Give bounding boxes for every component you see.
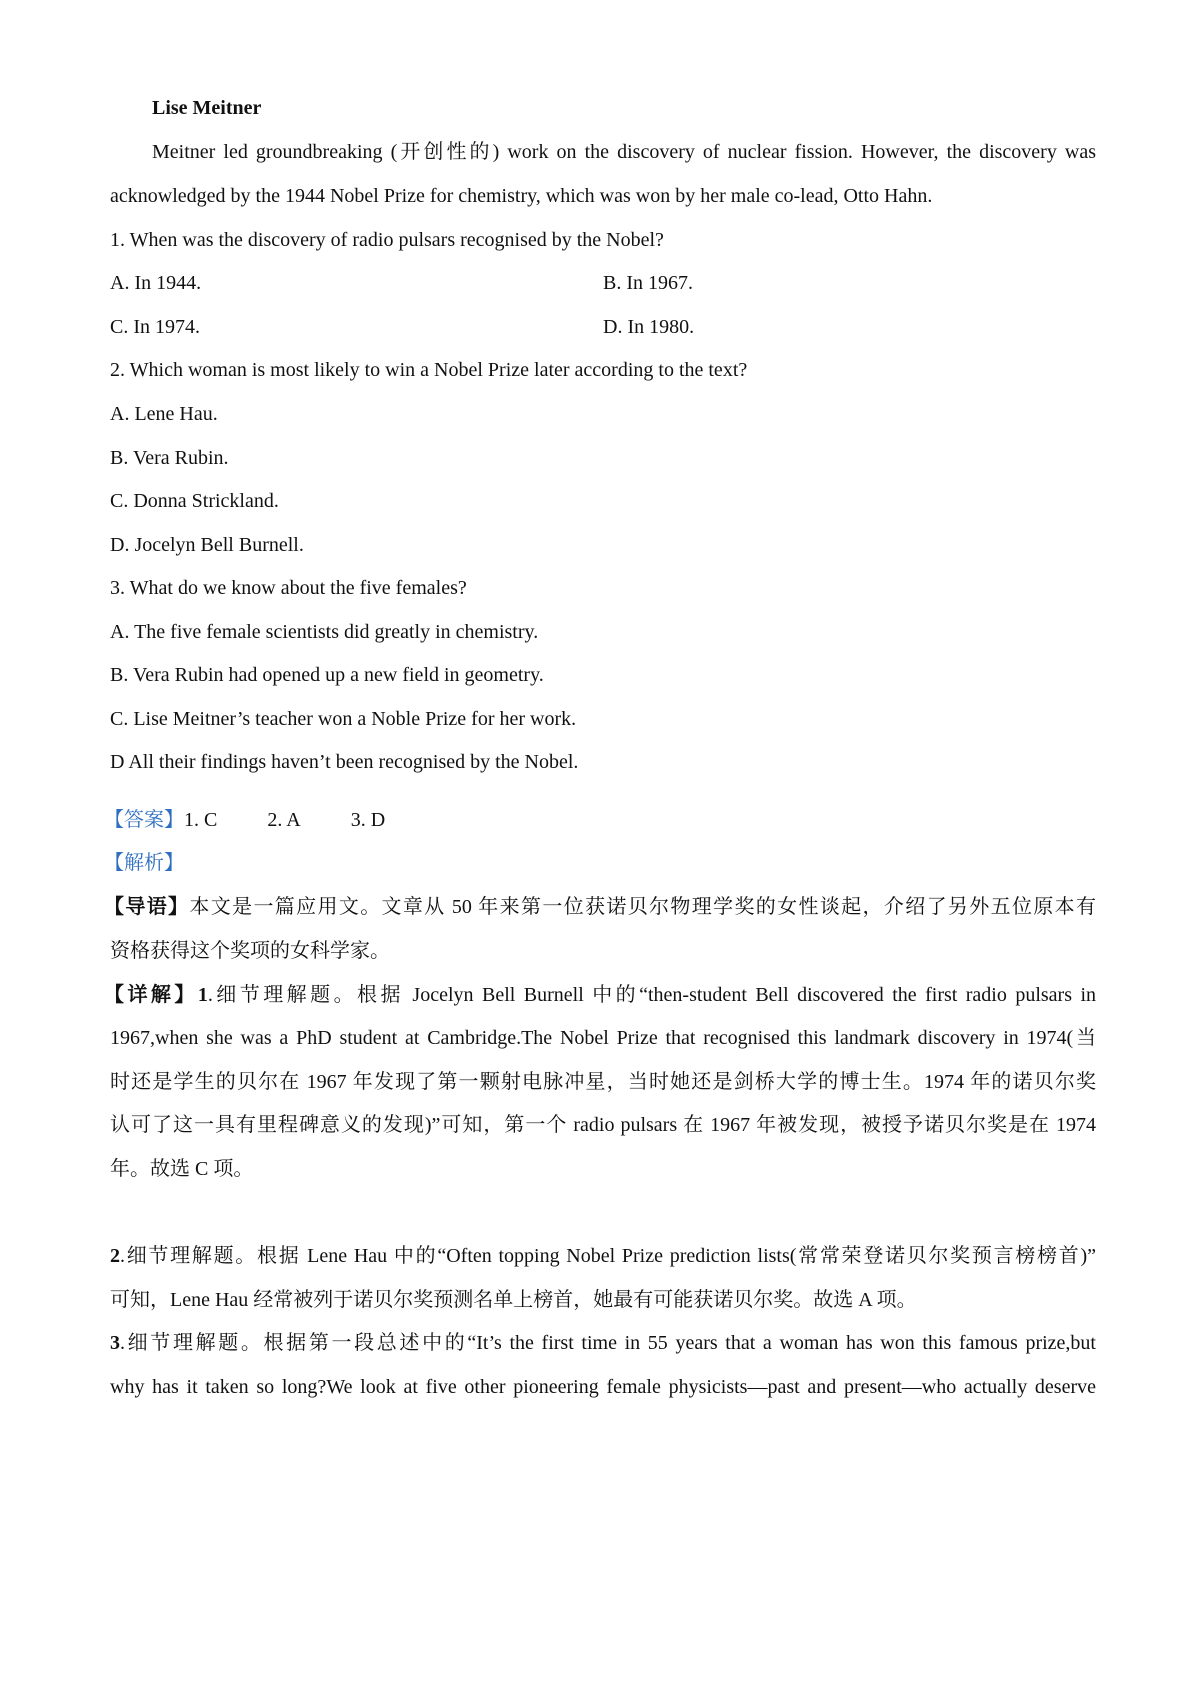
detail-2-text-1: .细节理解题。根据 Lene Hau 中的“Often topping Nobel Prize prediction lists(常常荣登诺贝尔奖预言榜榜首)”: [120, 1245, 1096, 1267]
section-title: Lise Meitner: [152, 97, 262, 119]
question-2-option-d: D. Jocelyn Bell Burnell.: [110, 534, 304, 556]
question-3-option-c: C. Lise Meitner’s teacher won a Noble Prize for her work.: [110, 708, 577, 730]
answer-3: 3. D: [350, 809, 386, 831]
question-1-option-d: D. In 1980.: [603, 316, 695, 338]
detail-3-text-1: .细节理解题。根据第一段总述中的“It’s the first time in 55 years that a woman has won this famous prize,but: [120, 1332, 1096, 1354]
question-3-option-d: D All their findings haven’t been recognised by the Nobel.: [110, 751, 579, 773]
guide-line-1: [104, 895, 1096, 919]
question-3-stem: 3. What do we know about the five females?: [110, 577, 467, 599]
question-2-option-a: A. Lene Hau.: [110, 403, 218, 425]
detail-3-number: 3: [110, 1332, 120, 1354]
answer-label: 【答案】: [104, 809, 184, 831]
paragraph-line-1: Meitner led groundbreaking (开创性的) work on the discovery of nuclear fission. However, the discovery was: [152, 141, 1096, 163]
question-2-option-b: B. Vera Rubin.: [110, 447, 229, 469]
detail-label: 【详解】: [104, 984, 198, 1006]
question-1-stem: 1. When was the discovery of radio pulsars recognised by the Nobel?: [110, 229, 664, 251]
detail-2-number: 2: [110, 1245, 120, 1267]
detail-3-line-2: why has it taken so long?We look at five other pioneering female physicists—past and present—who actually deserve: [110, 1376, 1096, 1398]
analysis-label: 【解析】: [104, 852, 184, 874]
answer-2: 2. A: [267, 809, 301, 831]
guide-text-1: 本文是一篇应用文。文章从 50 年来第一位获诺贝尔物理学奖的女性谈起，介绍了另外五位原本有: [189, 896, 1097, 918]
detail-1-line-3: 时还是学生的贝尔在 1967 年发现了第一颗射电脉冲星，当时她还是剑桥大学的博士生。1974 年的诺贝尔奖: [110, 1071, 1096, 1093]
question-3-option-b: B. Vera Rubin had opened up a new field in geometry.: [110, 664, 544, 686]
detail-3-line-1: [110, 1331, 1096, 1355]
detail-2-line-1: [110, 1244, 1096, 1268]
question-1-option-c: C. In 1974.: [110, 316, 200, 338]
answer-1: 1. C: [184, 809, 218, 831]
question-1-option-b: B. In 1967.: [603, 272, 693, 294]
paragraph-line-2: acknowledged by the 1944 Nobel Prize for chemistry, which was won by her male co-lead, Otto Hahn.: [110, 185, 933, 207]
detail-2-line-2: 可知，Lene Hau 经常被列于诺贝尔奖预测名单上榜首，她最有可能获诺贝尔奖。故选 A 项。: [110, 1289, 917, 1311]
detail-1-text-1: .细节理解题。根据 Jocelyn Bell Burnell 中的“then-student Bell discovered the first radio pulsars in: [207, 984, 1096, 1006]
question-3-option-a: A. The five female scientists did greatly in chemistry.: [110, 621, 539, 643]
question-2-option-c: C. Donna Strickland.: [110, 490, 279, 512]
guide-label: 【导语】: [104, 896, 190, 918]
answer-row: [104, 808, 385, 832]
detail-1-line-5: 年。故选 C 项。: [110, 1158, 254, 1180]
guide-line-2: 资格获得这个奖项的女科学家。: [110, 940, 390, 962]
detail-1-number: 1: [197, 984, 208, 1006]
question-2-stem: 2. Which woman is most likely to win a Nobel Prize later according to the text?: [110, 359, 748, 381]
detail-1-line-1: [104, 983, 1096, 1007]
detail-1-line-2: 1967,when she was a PhD student at Cambridge.The Nobel Prize that recognised this landmark discovery in 1974(当: [110, 1027, 1096, 1049]
question-1-option-a: A. In 1944.: [110, 272, 202, 294]
detail-1-line-4: 认可了这一具有里程碑意义的发现)”可知，第一个 radio pulsars 在 1967 年被发现，被授予诺贝尔奖是在 1974: [110, 1114, 1096, 1136]
